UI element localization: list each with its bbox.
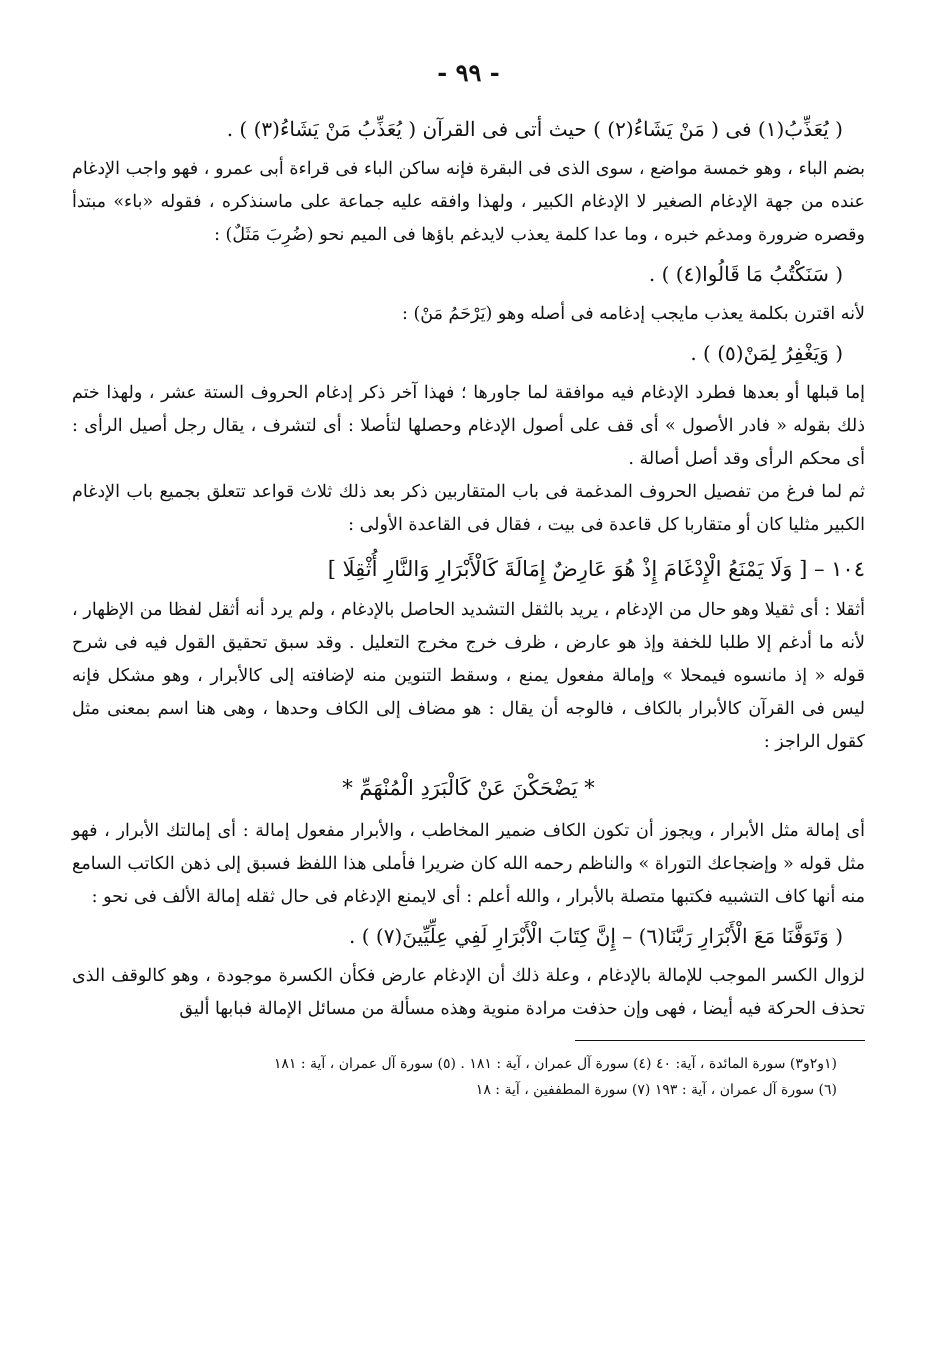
paragraph-7: لزوال الكسر الموجب للإمالة بالإدغام ، وعلة ذلك أن الإدغام عارض فكأن الكسرة موجودة ، وهو كالوقف الذى تحذف الحركة فيه أيضا ، فهى وإن حذفت مرادة منوية وهذه مسألة من مسائل الإمالة فبابها أليق — [72, 966, 865, 1019]
paragraph-4: ثم لما فرغ من تفصيل الحروف المدغمة فى باب المتقاربين ذكر بعد ذلك ثلاث قواعد تتعلق بجميع باب الإدغام الكبير مثليا كان أو متقاربا كل قاعدة فى بيت ، فقال فى القاعدة الأولى : — [72, 482, 865, 535]
paragraph-6: أى إمالة مثل الأبرار ، ويجوز أن تكون الكاف ضمير المخاطب ، والأبرار مفعول إمالة : أى إمالتك الأبرار ، فهو مثل قوله « وإضجاعك التوراة » والناظم رحمه الله كان ضريرا فأملى هذا اللفظ فسبق إلى ذهن الكاتب السامع منه أنها كاف التشبيه فكتبها متصلة بالأبرار ، والله أعلم : أى لايمنع الإدغام فى حال ثقله إمالة الألف فى نحو : — [72, 821, 865, 907]
paragraph-5: أثقلا : أى ثقيلا وهو حال من الإدغام ، يريد بالثقل التشديد الحاصل بالإدغام ، ولم يرد أنه أثقل لفظا من الإظهار ، لأنه ما أدغم إلا طلبا للخفة وإذ هو عارض ، ظرف خرج مخرج التعليل . وقد سبق تحقيق القول فيه فى شرح قوله « إذ مانسوه فيمحلا » وإمالة مفعول يمنع ، وسقط التنوين منه لإضافته إلى كالأبرار ، وهو مشكل فإنه ليس فى القرآن كالأبرار بالكاف ، فالوجه أن يقال : هو مضاف إلى الكاف وحدها ، وهى هنا اسم بمعنى مثل كقول الراجز : — [72, 600, 865, 752]
paragraph-1: بضم الباء ، وهو خمسة مواضع ، سوى الذى فى البقرة فإنه ساكن الباء فى قراءة أبى عمرو ، فهو واجب الإدغام عنده من جهة الإدغام الصغير لا الإدغام الكبير ، ولهذا وافقه عليه جماعة على ماسنذكره ، فقوله «باء» مبتدأ وقصره ضرورة ومدغم خبره ، وما عدا كلمة يعذب لايدغم باؤها فى الميم نحو (ضُرِبَ مَثَلٌ) : — [72, 159, 865, 245]
poem-quote: * يَضْحَكْنَ عَنْ كَالْبَرَدِ الْمُنْهَمِّ * — [342, 776, 595, 800]
quran-quote-3: ( وَتَوَفَّنَا مَعَ الْأَبْرَارِ رَبَّنَا(٦) – إِنَّ كِتَابَ الْأَبْرَارِ لَفِي عِلِّيِّينَ(٧) ) . — [349, 924, 843, 948]
paragraph-3: إما قبلها أو بعدها فطرد الإدغام فيه موافقة لما جاورها ؛ فهذا آخر ذكر إدغام الحروف الستة عشر ، ولهذا ختم ذلك بقوله « فادر الأصول » أى قف على أصول الإدغام وحصلها لتأصلا : أى لتشرف ، يقال رجل أصيل الرأى : أى محكم الرأى وقد أصل أصالة . — [72, 383, 865, 469]
footnotes — [72, 1051, 837, 1103]
footnote-divider — [575, 1040, 865, 1041]
paragraph-2: لأنه اقترن بكلمة يعذب مايجب إدغامه فى أصله وهو (يَرْحَمُ مَنْ) : — [402, 304, 865, 324]
footnote-line-1: (١و٢و٣) سورة المائدة ، آية: ٤٠ (٤) سورة آل عمران ، آية : ١٨١ . (٥) سورة آل عمران ، آية : ١٨١ — [273, 1056, 837, 1072]
opening-quran-line: ( يُعَذِّبُ(١) فى ( مَنْ يَشَاءُ(٢) ) حيث أتى فى القرآن ( يُعَذِّبُ مَنْ يَشَاءُ(٣) ) . — [226, 117, 843, 141]
quran-quote-1: ( سَنَكْتُبُ مَا قَالُوا(٤) ) . — [648, 262, 843, 286]
quran-quote-2: ( وَيَغْفِرُ لِمَنْ(٥) ) . — [690, 341, 843, 365]
page-number: - ٩٩ - — [437, 58, 500, 87]
poem-verse-104: ١٠٤ – [ وَلَا يَمْنَعُ الْإِدْغَامَ إِذْ هُوَ عَارِضٌ إِمَالَةَ كَالْأَبْرَارِ وَالنَّارِ أُثْقِلَا ] — [327, 557, 865, 581]
footnote-line-2: (٦) سورة آل عمران ، آية : ١٩٣ (٧) سورة المطففين ، آية : ١٨ — [475, 1082, 837, 1098]
